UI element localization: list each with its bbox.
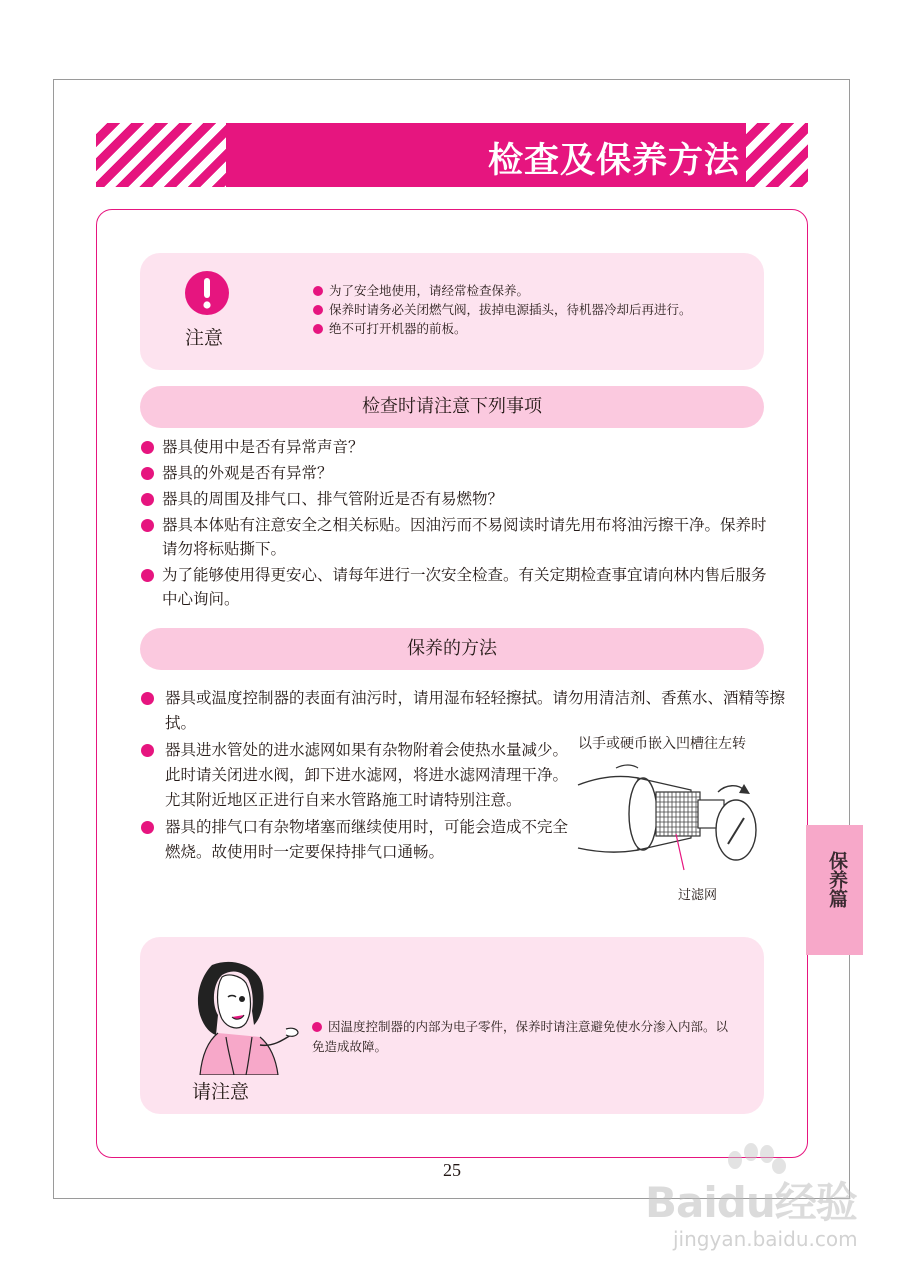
inspection-item: 器具的周围及排气口、排气管附近是否有易燃物？ — [140, 487, 770, 511]
title-stripes-right — [746, 123, 808, 187]
caution-text: 因温度控制器的内部为电子零件，保养时请注意避免使水分渗入内部。以免造成故障。 — [312, 1019, 729, 1054]
watermark-brand: Baidu经验 — [645, 1178, 857, 1227]
bullet-icon — [141, 821, 154, 834]
filter-illustration — [576, 760, 766, 885]
caution-box — [140, 937, 764, 1114]
inspection-item: 器具的外观是否有异常？ — [140, 461, 770, 485]
notice-list — [313, 281, 692, 338]
inspection-item: 器具使用中是否有异常声音？ — [140, 435, 770, 459]
maintenance-item: 器具或温度控制器的表面有油污时，请用湿布轻轻擦拭。请勿用清洁剂、香蕉水、酒精等擦拭。 — [140, 686, 791, 736]
section-tab-label: 保养篇 — [826, 851, 848, 908]
bullet-icon — [141, 467, 154, 480]
caution-label: 请注意 — [192, 1081, 250, 1103]
bullet-icon — [141, 744, 154, 757]
notice-item: 绝不可打开机器的前板。 — [313, 319, 692, 338]
filter-label: 过滤网 — [678, 888, 718, 903]
bullet-icon — [141, 692, 154, 705]
bullet-icon — [313, 324, 323, 334]
bullet-icon — [141, 493, 154, 506]
title-bar — [96, 123, 808, 187]
notice-item: 为了安全地使用，请经常检查保养。 — [313, 281, 692, 300]
exclamation-icon — [185, 271, 229, 315]
inspection-item: 为了能够使用得更安心、请每年进行一次安全检查。有关定期检查事宜请向林内售后服务中心询问。 — [140, 563, 770, 611]
watermark-url: jingyan.baidu.com — [673, 1227, 858, 1251]
baidu-watermark — [640, 1140, 860, 1275]
page-title: 检查及保养方法 — [487, 141, 740, 181]
notice-label: 注意 — [185, 327, 224, 349]
page-number: 25 — [443, 1160, 461, 1180]
inspection-list — [140, 435, 770, 613]
maintenance-item: 器具进水管处的进水滤网如果有杂物附着会使热水量减少。此时请关闭进水阀，卸下进水滤网，将进水滤网清理干净。尤其附近地区正进行自来水管路施工时请特别注意。 — [140, 738, 579, 813]
filter-caption: 以手或硬币嵌入凹槽往左转 — [578, 736, 746, 752]
bullet-icon — [141, 441, 154, 454]
inspection-heading: 检查时请注意下列事项 — [140, 386, 764, 428]
maintenance-item: 器具的排气口有杂物堵塞而继续使用时，可能会造成不完全燃烧。故使用时一定要保持排气口通畅。 — [140, 815, 579, 865]
woman-illustration — [182, 955, 302, 1075]
bullet-icon — [141, 519, 154, 532]
bullet-icon — [312, 1022, 322, 1032]
bullet-icon — [313, 305, 323, 315]
section-tab[interactable] — [806, 825, 863, 955]
bullet-icon — [141, 569, 154, 582]
inspection-item: 器具本体贴有注意安全之相关标贴。因油污而不易阅读时请先用布将油污擦干净。保养时请勿将标贴撕下。 — [140, 513, 770, 561]
title-stripes-left — [96, 123, 226, 187]
notice-item: 保养时请务必关闭燃气阀，拔掉电源插头，待机器冷却后再进行。 — [313, 300, 692, 319]
maintenance-heading: 保养的方法 — [140, 628, 764, 670]
notice-box — [140, 253, 764, 370]
bullet-icon — [313, 286, 323, 296]
